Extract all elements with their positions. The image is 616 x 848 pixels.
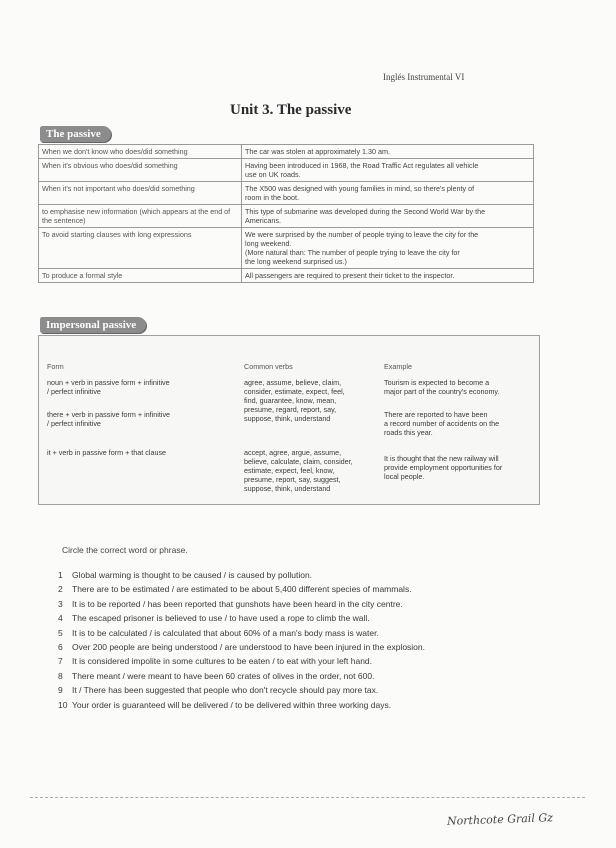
verbs-2-line-5: suppose, think, understand — [244, 484, 331, 493]
form-2-line-2: / perfect infinitive — [47, 419, 101, 428]
example-3-line-1: It is thought that the new railway will — [384, 454, 499, 463]
example-1-line-1: Tourism is expected to become a — [384, 378, 490, 387]
passive-example — [242, 159, 534, 182]
exercise-item — [58, 698, 548, 712]
passive-example-line: use on UK roads. — [245, 170, 301, 179]
exercise-number: 8 — [58, 670, 63, 681]
bottom-divider — [30, 797, 585, 798]
passive-example-line: Americans. — [245, 216, 281, 225]
passive-example — [242, 182, 534, 205]
example-1-line-2: major part of the country's economy. — [384, 387, 500, 396]
verbs-2-line-4: presume, report, say, suggest, — [244, 475, 341, 484]
exercise-sentence: Your order is guaranteed will be delivered / to be delivered within three working days. — [72, 699, 392, 710]
passive-example — [242, 269, 534, 283]
unit-title: Unit 3. The passive — [230, 102, 352, 118]
verbs-2-line-1: accept, agree, argue, assume, — [244, 448, 342, 457]
exercise-item — [58, 611, 548, 625]
exercise-item — [58, 597, 548, 611]
exercise-list — [58, 568, 548, 712]
exercise-number: 5 — [58, 627, 63, 638]
verbs-2-line-2: believe, calculate, claim, consider, — [244, 457, 353, 466]
exercise-sentence: It is to be reported / has been reported that gunshots have been heard in the city centre. — [72, 598, 403, 609]
exercise-number: 4 — [58, 613, 63, 624]
handwritten-signature: Northcote Grail Gz — [446, 811, 554, 828]
passive-example-line: Having been introduced in 1968, the Road Traffic Act regulates all vehicle — [245, 161, 479, 170]
exercise-sentence: It is to be calculated / is calculated that about 60% of a man's body mass is water. — [72, 627, 379, 638]
impersonal-passive-heading: Impersonal passive — [40, 317, 146, 333]
exercise-sentence: There are to be estimated / are estimated to be about 5,400 different species of mammals. — [72, 584, 412, 595]
verbs-1-line-3: find, guarantee, know, mean, — [244, 396, 337, 405]
form-2 — [47, 410, 232, 428]
passive-example-line: We were surprised by the number of people trying to leave the city for the — [245, 230, 479, 239]
col-header-verbs: Common verbs — [244, 362, 293, 371]
exercise-sentence: Over 200 people are being understood / are understood to have been injured in the explosion. — [72, 641, 425, 652]
exercise-item — [58, 582, 548, 596]
verbs-2-line-3: estimate, expect, feel, know, — [244, 466, 335, 475]
form-3-line-1: it + verb in passive form + that clause — [47, 448, 167, 457]
passive-row — [39, 182, 534, 205]
example-2-line-1: There are reported to have been — [384, 410, 488, 419]
passive-example-line: This type of submarine was developed during the Second World War by the — [245, 207, 486, 216]
exercise-instruction: Circle the correct word or phrase. — [62, 545, 188, 555]
exercise-number: 10 — [58, 699, 68, 710]
passive-example-line: long weekend. — [245, 239, 292, 248]
example-2 — [384, 410, 532, 437]
passive-example — [242, 145, 534, 159]
verbs-1-line-1: agree, assume, believe, claim, — [244, 378, 342, 387]
passive-uses-table — [38, 144, 534, 283]
exercise-sentence: Global warming is thought to be caused / is caused by pollution. — [72, 570, 313, 580]
verbs-2 — [244, 448, 374, 493]
passive-example-line: the long weekend surprised us.) — [245, 257, 347, 266]
verbs-1-line-5: suppose, think, understand — [244, 414, 331, 423]
passive-example-line: All passengers are required to present their ticket to the inspector. — [245, 271, 455, 280]
exercise-sentence: It / There has been suggested that people who don't recycle should pay more tax. — [72, 685, 379, 696]
exercise-item — [58, 654, 548, 668]
exercise-number: 9 — [58, 685, 63, 696]
example-2-line-2: a record number of accidents on the — [384, 419, 500, 428]
passive-row — [39, 205, 534, 228]
passive-use: When we don't know who does/did something — [39, 145, 242, 159]
form-1-line-2: / perfect infinitive — [47, 387, 101, 396]
col-header-form: Form — [47, 362, 64, 371]
passive-row — [39, 228, 534, 269]
course-header: Inglés Instrumental VI — [383, 72, 465, 82]
passive-use: To produce a formal style — [39, 269, 242, 283]
example-3-line-3: local people. — [384, 472, 425, 481]
passive-example-line: (More natural than: The number of people trying to leave the city for — [245, 248, 460, 257]
verbs-1-line-4: presume, regard, report, say, — [244, 405, 337, 414]
example-3-line-2: provide employment opportunities for — [384, 463, 503, 472]
exercise-item — [58, 669, 548, 683]
exercise-item — [58, 683, 548, 697]
exercise-item — [58, 640, 548, 654]
form-1 — [47, 378, 232, 396]
form-2-line-1: there + verb in passive form + infinitive — [47, 410, 171, 419]
impersonal-passive-box — [38, 335, 540, 505]
exercise-sentence: There meant / were meant to have been 60 crates of olives in the order, not 600. — [72, 670, 375, 681]
exercise-sentence: The escaped prisoner is believed to use / to have used a rope to climb the wall. — [72, 613, 370, 624]
passive-example — [242, 228, 534, 269]
verbs-1-line-2: consider, estimate, expect, feel, — [244, 387, 345, 396]
exercise-number: 3 — [58, 598, 63, 609]
form-3 — [47, 448, 232, 457]
exercise-number: 6 — [58, 641, 63, 652]
passive-example — [242, 205, 534, 228]
exercise-number: 7 — [58, 656, 63, 667]
exercise-item — [58, 568, 548, 582]
passive-use: To avoid starting clauses with long expressions — [39, 228, 242, 269]
exercise-number: 2 — [58, 584, 63, 595]
col-header-example: Example — [384, 362, 412, 371]
example-2-line-3: roads this year. — [384, 428, 433, 437]
passive-use: When it's obvious who does/did something — [39, 159, 242, 182]
exercise-number: 1 — [58, 570, 63, 580]
passive-row — [39, 269, 534, 283]
exercise-sentence: It is considered impolite in some cultures to be eaten / to eat with your left hand. — [72, 656, 373, 667]
form-1-line-1: noun + verb in passive form + infinitive — [47, 378, 170, 387]
exercise-item — [58, 626, 548, 640]
passive-heading: The passive — [40, 126, 111, 142]
verbs-1 — [244, 378, 374, 423]
passive-example-line: room in the boot. — [245, 193, 299, 202]
passive-example-line: The X500 was designed with young families in mind, so there's plenty of — [245, 184, 475, 193]
example-1 — [384, 378, 532, 396]
passive-row — [39, 145, 534, 159]
passive-example-line: The car was stolen at approximately 1.30 am. — [245, 147, 391, 156]
passive-row — [39, 159, 534, 182]
passive-use: to emphasise new information (which appears at the end of the sentence) — [39, 205, 242, 228]
passive-use: When it's not important who does/did something — [39, 182, 242, 205]
example-3 — [384, 454, 532, 481]
